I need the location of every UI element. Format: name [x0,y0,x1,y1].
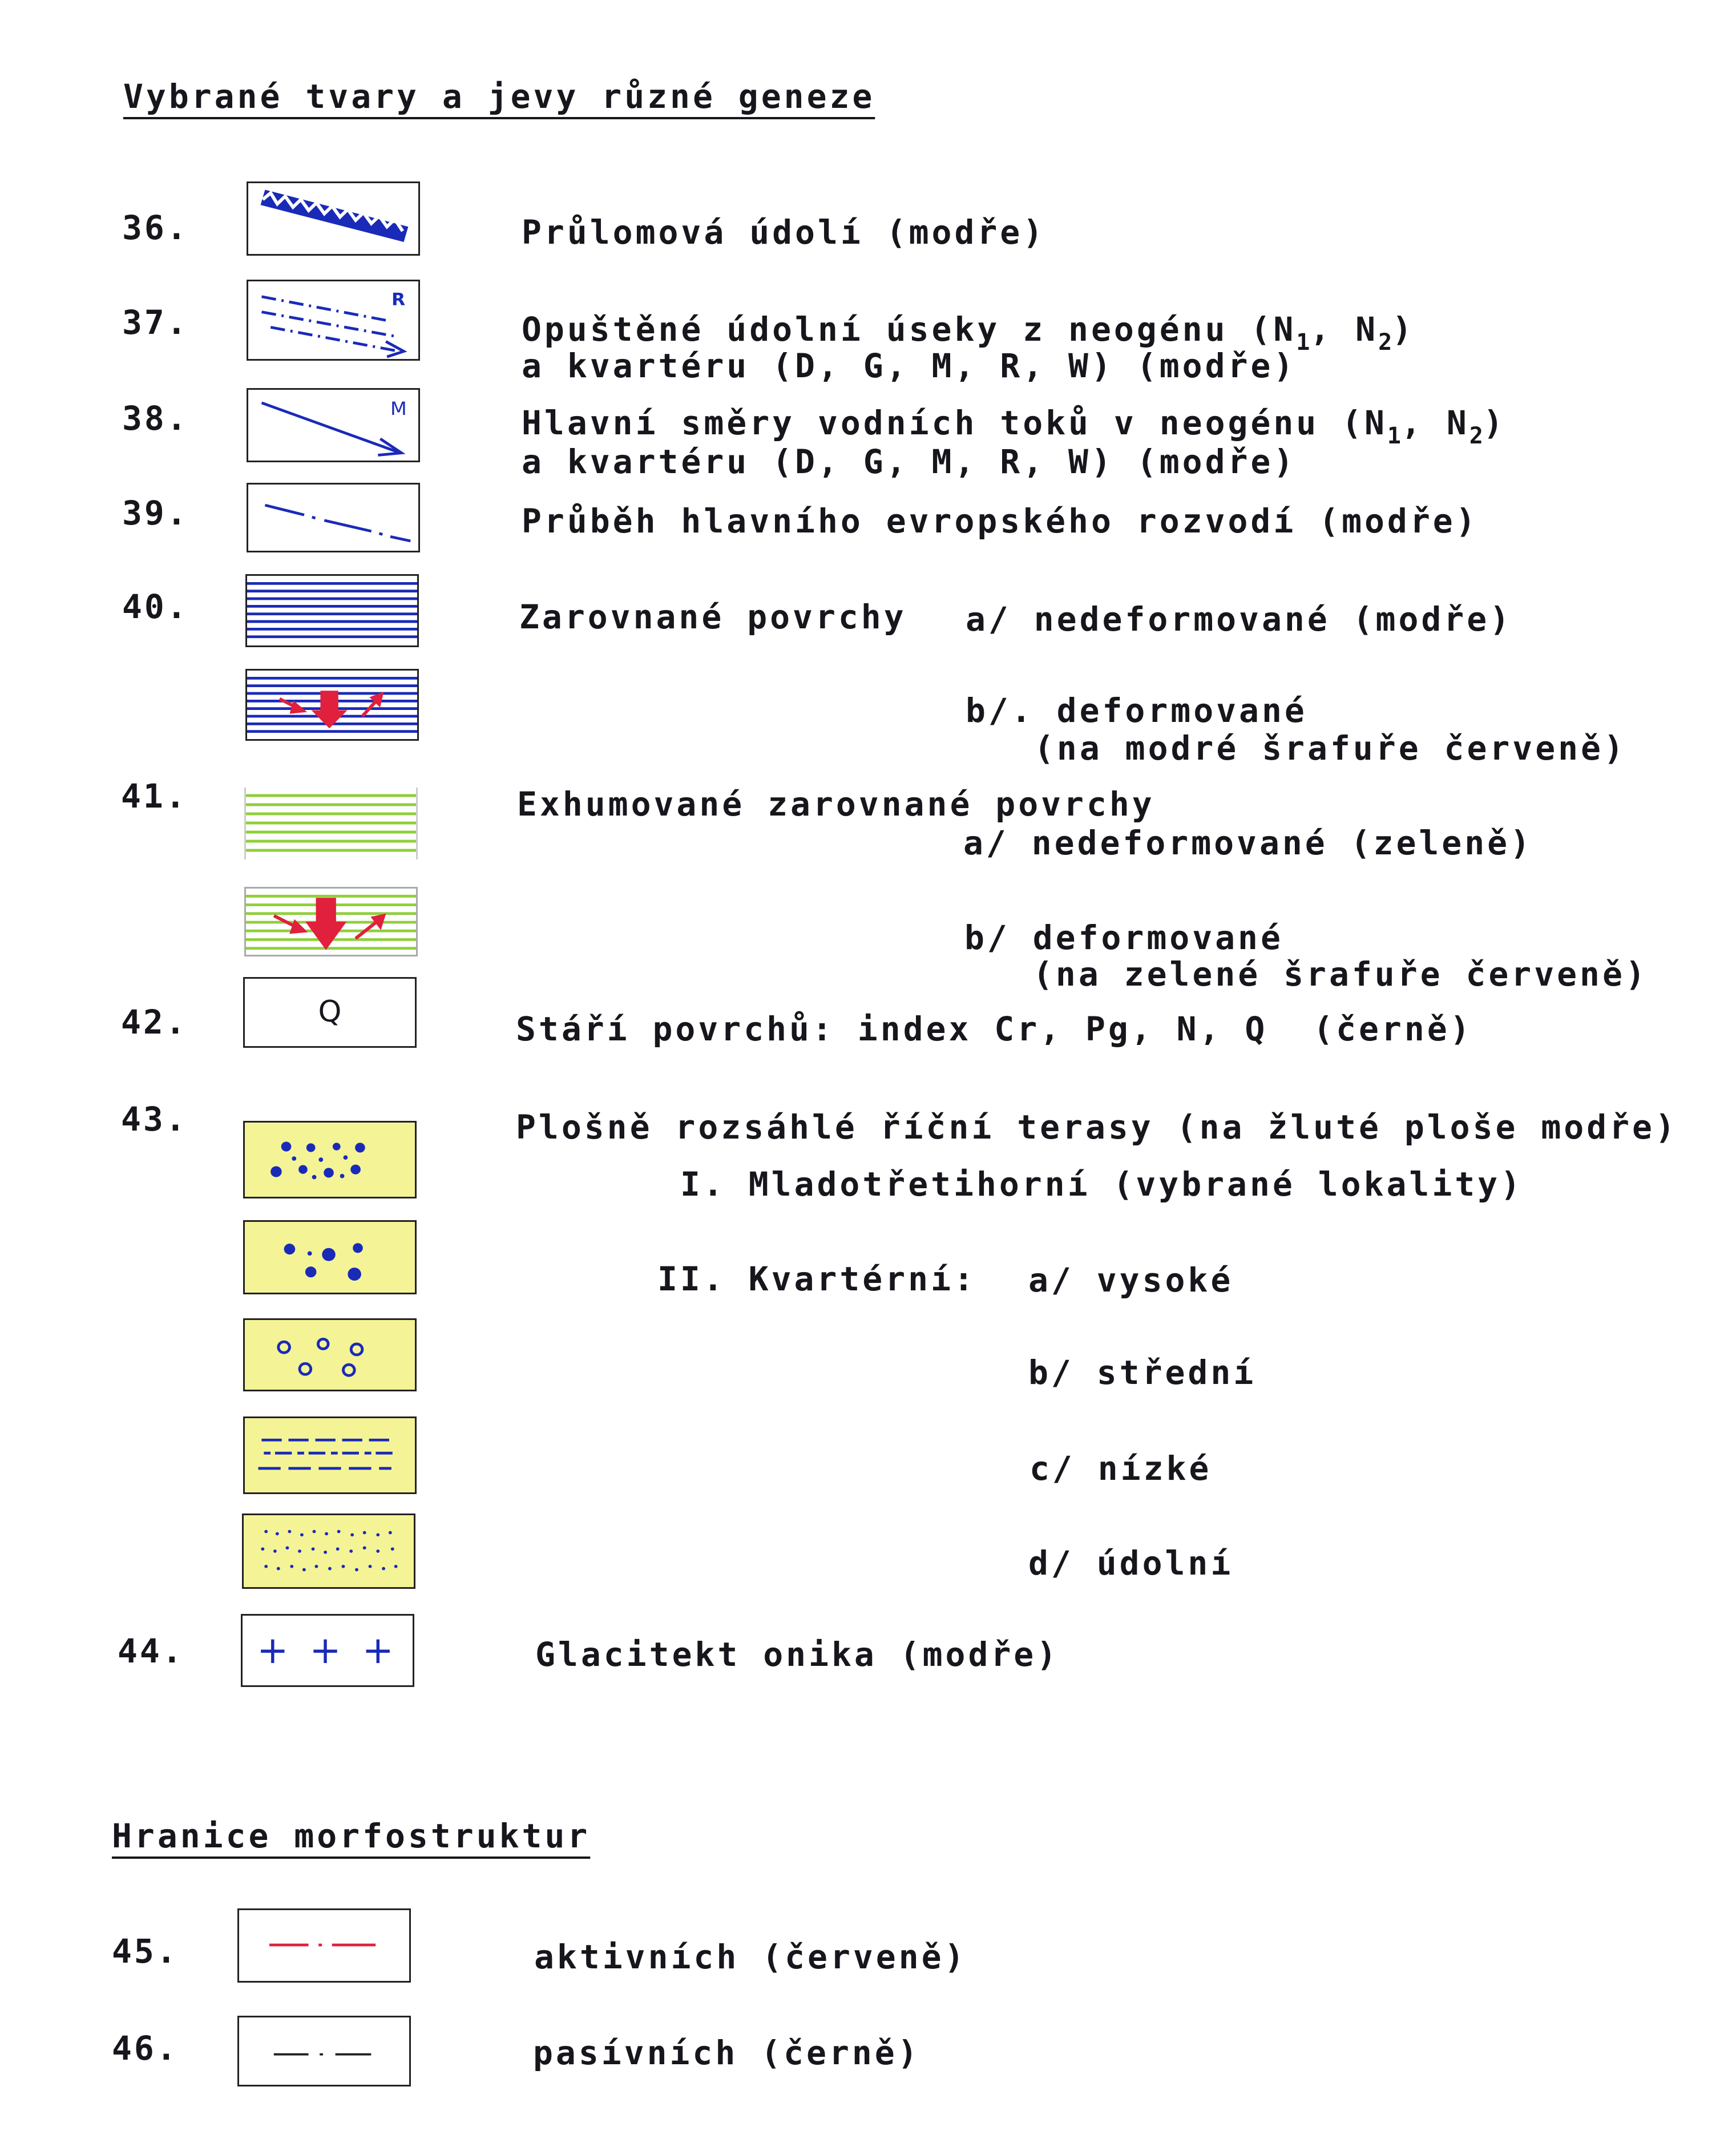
item-text-45: aktivních (červeně) [534,1938,967,1976]
symbol-abandoned-valley [247,280,420,361]
item-text-42: Stáří povrchů: index Cr, Pg, N, Q (černě) [516,1010,1473,1048]
symbol-terrace-tertiary [243,1121,417,1198]
symbol-breakthrough-valley [247,181,420,256]
marker-r: R [391,289,406,310]
item-text-40-b2: (na modré šrafuře červeně) [1034,729,1626,768]
item-text-44: Glacitekt onika (modře) [535,1635,1060,1674]
symbol-main-flow-direction [247,388,420,462]
symbol-european-divide [247,483,420,552]
item-number-36: 36. [122,208,189,247]
item-text-43-t2: II. Kvartérní: [657,1260,976,1298]
item-number-43: 43. [121,1100,188,1139]
symbol-exhumed-undeformed [244,788,418,859]
item-text-40-a: a/ nedeformované (modře) [966,600,1513,639]
symbol-terrace-high [243,1220,417,1294]
item-text-39: Průběh hlavního evropského rozvodí (modře) [522,502,1479,540]
section-heading-forms: Vybrané tvary a jevy různé geneze [123,77,875,116]
item-number-42: 42. [121,1003,188,1042]
item-text-46: pasívních (černě) [533,2033,921,2072]
symbol-terrace-valley [242,1514,415,1589]
item-number-45: 45. [112,1932,179,1971]
item-text-41-b2: (na zelené šrafuře červeně) [1033,955,1648,994]
item-text-41-a: a/ nedeformované (zeleně) [963,824,1533,862]
item-text-43-c: c/ nízké [1030,1449,1212,1488]
item-text-36: Průlomová údolí (modře) [522,213,1046,252]
item-text-37-line1: Opuštěné údolní úseky z neogénu ($N_1$, $N_2$) [522,310,1415,356]
age-index-q: Q [318,995,342,1029]
symbol-surface-age [243,977,417,1048]
item-text-41-b: b/ deformované [964,918,1283,957]
symbol-terrace-low [243,1416,417,1494]
item-number-39: 39. [122,494,189,532]
item-text-40-b: b/. deformované [966,691,1307,730]
symbol-passive-boundary [237,2016,411,2086]
item-text-40: Zarovnané povrchy [519,598,907,636]
symbol-active-boundary [237,1908,411,1983]
symbol-glacitectonics [241,1614,414,1687]
item-number-41: 41. [121,777,188,816]
marker-m: M [390,397,407,419]
item-number-46: 46. [112,2029,179,2068]
symbol-planation-deformed [245,669,419,741]
item-text-43-b: b/ střední [1028,1353,1257,1392]
item-text-38-line2: a kvartéru (D, G, M, R, W) (modře) [522,442,1297,481]
item-text-41: Exhumované zarovnané povrchy [517,785,1155,824]
section-heading-morphostructures: Hranice morfostruktur [112,1817,591,1855]
symbol-planation-undeformed [245,574,419,647]
item-text-43-a: a/ vysoké [1028,1261,1234,1299]
item-number-38: 38. [122,399,189,438]
item-text-43-d: d/ údolní [1028,1544,1234,1583]
item-text-38-line1: Hlavní směry vodních toků v neogénu ($N_1$, $N_2$) [522,403,1506,449]
plus-signs: + + + [257,1628,398,1672]
item-text-43-t1: I. Mladotřetihorní (vybrané lokality) [680,1165,1524,1204]
item-text-37-line2: a kvartéru (D, G, M, R, W) (modře) [522,346,1297,385]
item-number-37: 37. [122,303,189,342]
item-text-43: Plošně rozsáhlé říční terasy (na žluté ploše modře) [516,1108,1678,1147]
symbol-exhumed-deformed [244,887,418,956]
item-number-44: 44. [118,1632,184,1670]
symbol-terrace-middle [243,1318,417,1391]
item-number-40: 40. [122,587,189,626]
